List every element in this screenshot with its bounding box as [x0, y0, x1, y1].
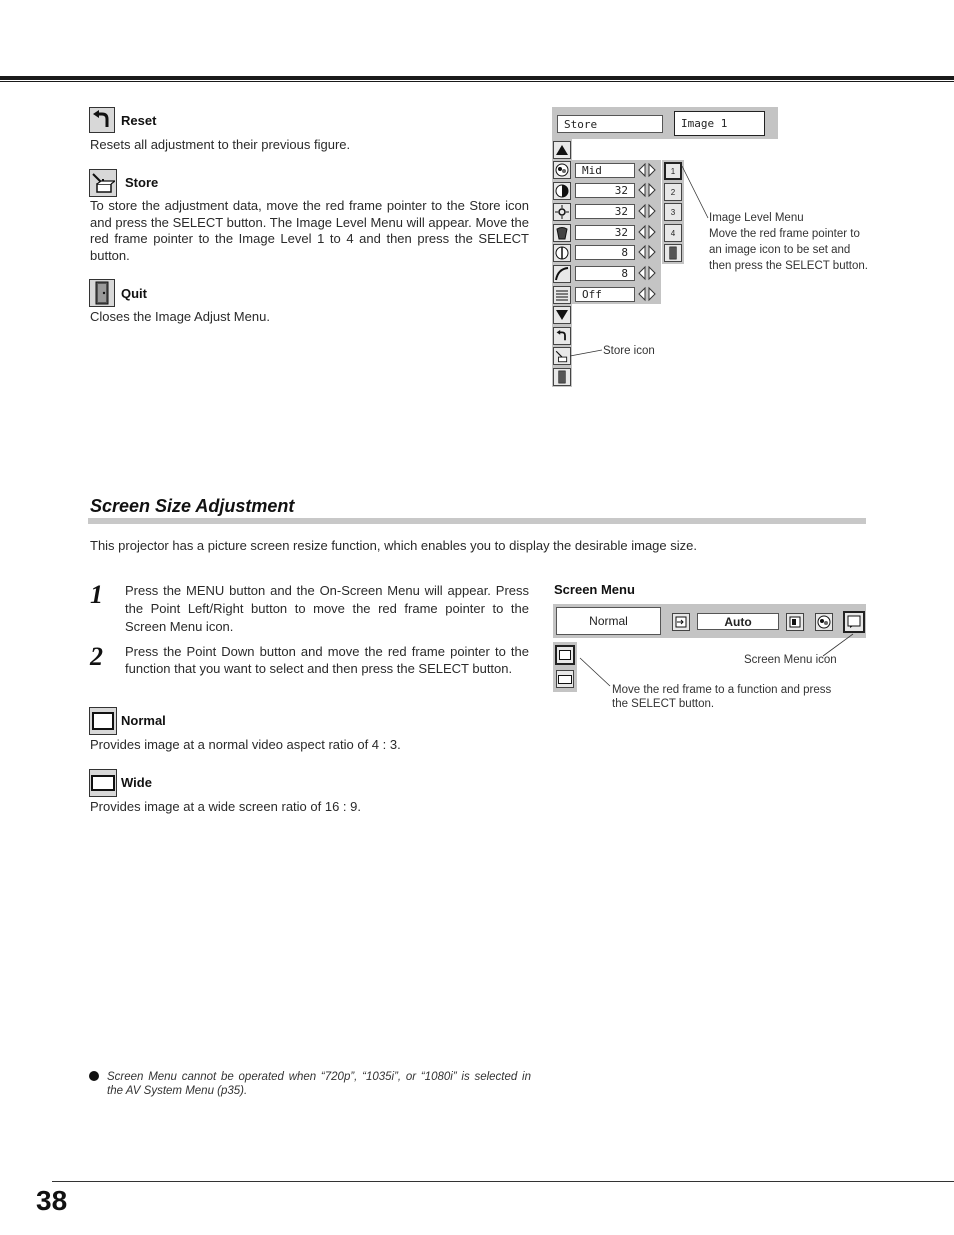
image-level-callout-title: Image Level Menu [709, 212, 804, 224]
image-level-2-label: 2 [670, 187, 676, 197]
screen-normal-small-icon [555, 645, 575, 665]
section-intro: This projector has a picture screen resize function, which enables you to display the desirable image size. [90, 538, 697, 553]
image-level-3-label: 3 [670, 207, 676, 217]
normal-icon [89, 707, 117, 735]
noise-reduction-value: Off [575, 287, 635, 302]
color-value: 32 [575, 225, 635, 240]
contrast-value: 32 [575, 183, 635, 198]
top-rule-thin [0, 81, 954, 82]
sharpness-value: 8 [575, 266, 635, 281]
image-level-1-label: 1 [670, 166, 676, 176]
bullet-icon [89, 1071, 99, 1081]
store-field: Store [557, 115, 663, 133]
image-level-callout-text: Move the red frame pointer to an image icon to be set and then press the SELECT button. [709, 228, 868, 272]
quit-small-icon [553, 368, 571, 386]
screen-frame-callout: Move the red frame to a function and press the SELECT button. [612, 684, 832, 710]
quit-icon [89, 279, 115, 307]
step-1-text: Press the MENU button and the On-Screen Menu will appear. Press the Point Left/Right button to move the red frame pointer to the Screen Menu icon. [125, 583, 529, 634]
step-1-number: 1 [90, 580, 103, 609]
store-heading: Store [125, 175, 159, 190]
reset-description: Resets all adjustment to their previous figure. [90, 137, 351, 152]
store-icon-callout: Store icon [603, 345, 655, 357]
store-description: To store the adjustment data, move the red frame pointer to the Store icon and press the SELECT button. The Image Level Menu will appear. Move the red frame pointer to the Image Level 1 to 4 and then press the SELECT button. [90, 198, 529, 263]
section-rule [88, 518, 866, 524]
footer-rule [52, 1181, 954, 1182]
reset-icon [89, 107, 115, 133]
screen-menu-title: Screen Menu [554, 582, 635, 597]
wide-icon [89, 769, 117, 797]
image-1-field: Image 1 [674, 111, 765, 136]
normal-heading: Normal [121, 713, 166, 728]
system-auto-field: Auto [697, 613, 779, 630]
reset-heading: Reset [121, 113, 157, 128]
image-level-4-label: 4 [670, 228, 676, 238]
normal-description: Provides image at a normal video aspect ratio of 4 : 3. [90, 737, 401, 752]
image-level-callout [709, 210, 869, 274]
step-2-number: 2 [90, 642, 103, 671]
screen-normal-field: Normal [556, 607, 661, 635]
store-icon [89, 169, 117, 197]
page-number: 38 [36, 1185, 68, 1216]
quit-description: Closes the Image Adjust Menu. [90, 309, 270, 324]
step-2-text: Press the Point Down button and move the red frame pointer to the function that you want to select and then press the SELECT button. [125, 644, 529, 676]
screen-menu-icon-callout: Screen Menu icon [744, 654, 837, 666]
image-mode-value: Mid [575, 163, 635, 178]
quit-heading: Quit [121, 286, 147, 301]
callout-lines [550, 150, 720, 360]
screen-wide-small-icon [556, 670, 574, 688]
wide-heading: Wide [121, 775, 152, 790]
tint-value: 8 [575, 245, 635, 260]
top-rule-thick [0, 76, 954, 80]
brightness-value: 32 [575, 204, 635, 219]
section-title: Screen Size Adjustment [90, 496, 295, 516]
wide-description: Provides image at a wide screen ratio of 16 : 9. [90, 799, 361, 814]
screen-menu-note: Screen Menu cannot be operated when “720p”, “1035i”, or “1080i” is selected in the AV System Menu (p35). [107, 1071, 531, 1097]
